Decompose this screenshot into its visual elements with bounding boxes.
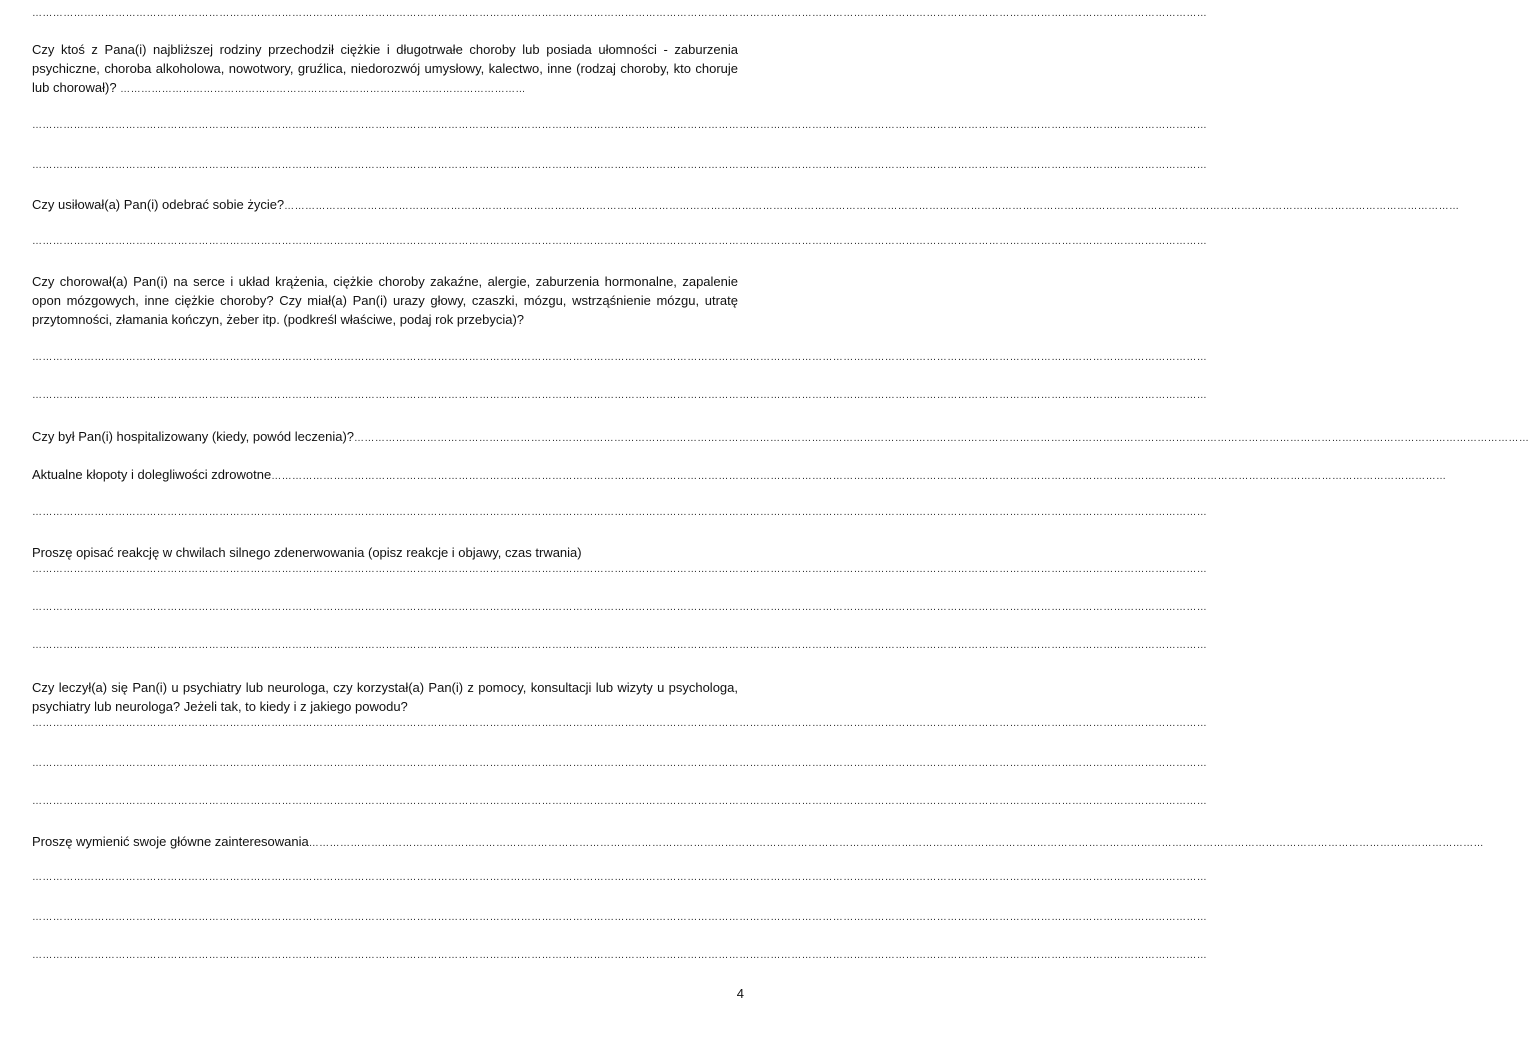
question-interests bbox=[32, 832, 1484, 851]
answer-line[interactable]: …………………………………………………………………………………………………………………………………………………………………………………………………………………………………………………………………………………………………………… bbox=[32, 507, 1208, 518]
answer-line[interactable]: …………………………………………………………………………………………………………………………………………………………………………………………………………………………………………………………………………………………………………… bbox=[32, 602, 1208, 613]
answer-line[interactable]: …………………………………………………………………………………………………………………………………………………………………………………………………………………………………………………………………………………………………………… bbox=[32, 160, 1208, 171]
answer-line-inline[interactable]: …………………………………………………………………………………………………………………………………………………………………………………………………………………………………………………………………………………………………………… bbox=[308, 838, 1484, 849]
question-stress-reaction bbox=[32, 543, 738, 562]
answer-line[interactable]: …………………………………………………………………………………………………………………………………………………………………………………………………………………………………………………………………………………………………………… bbox=[32, 758, 1208, 769]
question-family-illness-text: Czy ktoś z Pana(i) najbliższej rodziny przechodził ciężkie i długotrwałe choroby lub posiada ułomności - zaburzenia psychiczne, choroba alkoholowa, nowotwory, gruźlica, niedorozwój umysłowy, kalectwo, inne (rodzaj choroby, kto choruje lub chorował)? bbox=[32, 42, 738, 95]
answer-line-inline[interactable]: …………………………………………………………………………………………………………………………………………………………………………………………………………………………………………………………………………………………………………… bbox=[271, 471, 1447, 482]
answer-line-inline[interactable]: …………………………………………………………………………………………………………………………………………………………………………………………………………………………………………………………………………………………………………… bbox=[284, 201, 1460, 212]
question-suicide bbox=[32, 195, 1460, 214]
answer-line[interactable]: …………………………………………………………………………………………………………………………………………………………………………………………………………………………………………………………………………………………………………… bbox=[32, 872, 1208, 883]
question-heart-illness bbox=[32, 272, 738, 329]
answer-line-inline[interactable]: …………………………………………………………………………………………………………………………………………………………………………………………………………………………………………………………………………………………………………… bbox=[354, 433, 1529, 444]
answer-line[interactable]: …………………………………………………………………………………………………………………………………………………………………………………………………………………………………………………………………………………………………………… bbox=[32, 950, 1208, 961]
question-hospitalization bbox=[32, 427, 1529, 446]
answer-line[interactable]: …………………………………………………………………………………………………………………………………………………………………………………………………………………………………………………………………………………………………………… bbox=[32, 352, 1208, 363]
answer-line[interactable]: …………………………………………………………………………………………………………………………………………………………………………………………………………………………………………………………………………………………………………… bbox=[32, 236, 1208, 247]
question-psychiatrist-text: Czy leczył(a) się Pan(i) u psychiatry lub neurologa, czy korzystał(a) Pan(i) z pomocy, konsultacji lub wizyty u psychologa, psychiatry lub neurologa? Jeżeli tak, to kiedy i z jakiego powodu? bbox=[32, 680, 738, 714]
question-hospitalization-text: Czy był Pan(i) hospitalizowany (kiedy, powód leczenia)? bbox=[32, 429, 355, 444]
question-current-health bbox=[32, 465, 1447, 484]
question-suicide-text: Czy usiłował(a) Pan(i) odebrać sobie życie? bbox=[32, 197, 285, 212]
answer-line[interactable]: …………………………………………………………………………………………………………………………………………………………………………………………………………………………………………………………………………………………………………… bbox=[32, 390, 1208, 401]
question-current-health-text: Aktualne kłopoty i dolegliwości zdrowotne bbox=[32, 467, 272, 482]
answer-line[interactable]: …………………………………………………………………………………………………………………………………………………………………………………………………………………………………………………………………………………………………………… bbox=[32, 640, 1208, 651]
answer-line[interactable]: …………………………………………………………………………………………………………………………………………………………………………………………………………………………………………………………………………………………………………… bbox=[32, 796, 1208, 807]
answer-line[interactable]: …………………………………………………………………………………………………………………………………………………………………………………………………………………………………………………………………………………………………………… bbox=[32, 718, 1208, 729]
question-psychiatrist bbox=[32, 678, 738, 716]
answer-line[interactable]: …………………………………………………………………………………………………………………………………………………………………………………………………………………………………………………………………………………………………………… bbox=[32, 564, 1208, 575]
question-heart-illness-text: Czy chorował(a) Pan(i) na serce i układ krążenia, ciężkie choroby zakaźne, alergie, zaburzenia hormonalne, zapalenie opon mózgowych, inne ciężkie choroby? Czy miał(a) Pan(i) urazy głowy, czaszki, mózgu, wstrząśnienie mózgu, utratę przytomności, złamania kończyn, żeber itp. (podkreśl właściwe, podaj rok przebycia)? bbox=[32, 274, 738, 327]
answer-line-inline[interactable]: ……………………………………………………………………………………………………… bbox=[120, 84, 526, 95]
question-interests-text: Proszę wymienić swoje główne zainteresowania bbox=[32, 834, 309, 849]
answer-line[interactable]: …………………………………………………………………………………………………………………………………………………………………………………………………………………………………………………………………………………………………………… bbox=[32, 912, 1208, 923]
page-number: 4 bbox=[736, 986, 744, 1001]
answer-line[interactable]: …………………………………………………………………………………………………………………………………………………………………………………………………………………………………………………………………………………………………………… bbox=[32, 120, 1208, 131]
question-family-illness bbox=[32, 40, 738, 99]
question-stress-reaction-text: Proszę opisać reakcję w chwilach silnego zdenerwowania (opisz reakcje i objawy, czas trwania) bbox=[32, 545, 582, 560]
answer-line[interactable]: …………………………………………………………………………………………………………………………………………………………………………………………………………………………………………………………………………………………………………… bbox=[32, 8, 1208, 19]
